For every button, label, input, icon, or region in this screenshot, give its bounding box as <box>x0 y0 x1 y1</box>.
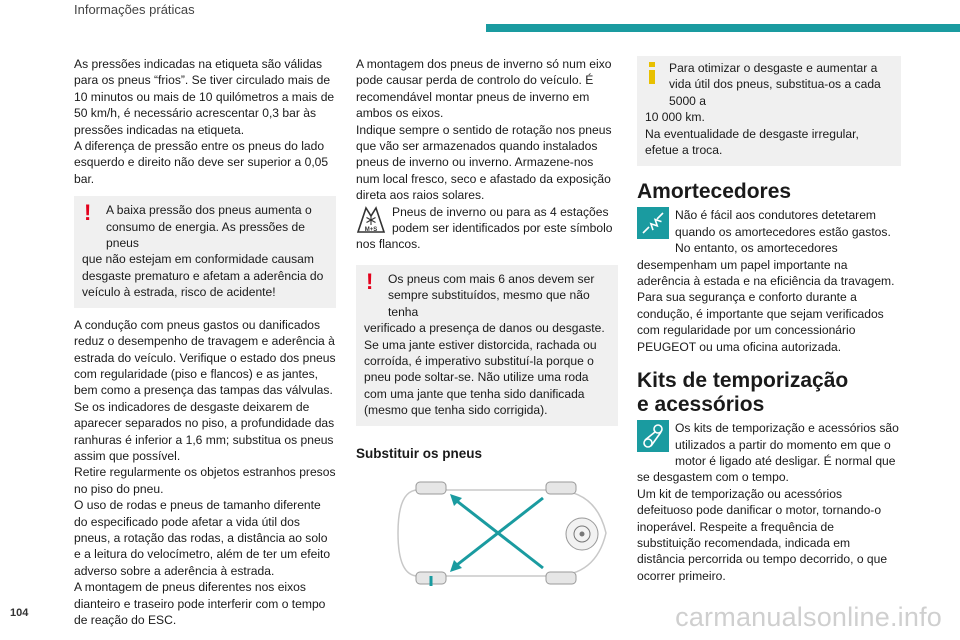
section-heading: Substituir os pneus <box>356 445 483 461</box>
shock-absorber-note <box>637 207 901 289</box>
timing-kit-note <box>637 420 901 486</box>
paragraph: Indique sempre o sentido de rotação nos pneus que vão ser armazenados quando instalados pneus de inverno ou inverno. Armazene-nos num local fresco, seco e afastado da exposição direta aos raios solares. <box>356 122 612 203</box>
warning-box <box>356 265 618 426</box>
info-text: Para otimizar o desgaste e aumentar a vida útil dos pneus, substitua-os a cada 5000 a <box>669 61 881 108</box>
shock-absorber-text: Não é fácil aos condutores detetarem quando os amortecedores estão gastos. No entanto, os amortecedores desempenham um papel importante na aderência à estada e na eficiência da travagem. <box>637 208 895 289</box>
paragraph: Retire regularmente os objetos estranhos presos no piso do pneu. <box>74 465 336 496</box>
info-box <box>637 56 901 166</box>
snowflake-icon <box>356 204 386 234</box>
warning-text: Se uma jante estiver distorcida, rachada ou corroída, é imperativo substituí-la porque o pneu pode soltar-se. Não utilize uma roda com uma jante que tenha sido danificada (mesmo que tenha sido corrigida). <box>364 337 597 418</box>
warning-text: A baixa pressão dos pneus aumenta o consumo de energia. As pressões de pneus <box>106 203 312 251</box>
paragraph: Para sua segurança e conforto durante a condução, é importante que sejam verificados com regularidade por um concessionário PEUGEOT ou uma oficina autorizada. <box>637 290 884 354</box>
paragraph: A diferença de pressão entre os pneus do lado esquerdo e direito não deve ser superior a 0,05 bar. <box>74 139 329 186</box>
paragraph: O uso de rodas e pneus de tamanho diferente do especificado pode afetar a vida útil dos pneus, a rotação das rodas, a distância ao solo e a leitura do velocímetro, além de ter um efeito adverso sobre a aderência à estrada. <box>74 498 331 578</box>
warning-text: Os pneus com mais 6 anos devem ser sempre substituídos, mesmo que não tenha <box>388 271 595 319</box>
column-3 <box>637 56 901 584</box>
paragraph: Se os indicadores de desgaste deixarem de aparecer separados no piso, a profundidade das ranhuras é inferior a 1,6 mm; substitua os pneus assim que possível. <box>74 399 335 463</box>
section-heading: Amortecedores <box>637 180 792 204</box>
shock-absorber-icon <box>637 207 669 239</box>
info-icon <box>649 62 655 84</box>
paragraph: A montagem dos pneus de inverno só num eixo pode causar perda de controlo do veículo. É recomendável montar pneus de inverno em ambos os eixos. <box>356 57 612 121</box>
header-accent-bar <box>486 24 960 32</box>
warning-icon: ! <box>366 268 374 294</box>
winter-tyre-note <box>356 204 618 253</box>
tyre-rear-left <box>546 482 576 494</box>
warning-text: que não estejam em conformidade causam desgaste prematuro e afetam a aderência do veículo à estrada, risco de acidente! <box>82 252 324 300</box>
column-1 <box>74 56 336 628</box>
tyre-rotation-diagram <box>378 480 618 586</box>
tyre-rear-right <box>546 572 576 584</box>
watermark: carmanualsonline.info <box>675 602 942 632</box>
warning-text: verificado a presença de danos ou desgaste. <box>364 321 605 336</box>
warning-box <box>74 196 336 307</box>
paragraph: Um kit de temporização ou acessórios defeituoso pode danificar o motor, tornando-o inoperável. Respeite a frequência de substituição recomendada, indicada em distância percorrida ou tempo decorrido, o que ocorrer primeiro. <box>637 486 888 583</box>
section-heading: Kits de temporização e acessórios <box>637 369 849 417</box>
timing-kit-text: Os kits de temporização e acessórios são utilizados a partir do momento em que o motor é ligado até desligar. É normal que se desgastem com o tempo. <box>637 421 899 485</box>
warning-icon: ! <box>84 200 92 226</box>
tyre-front-left <box>416 482 446 494</box>
section-title: Informações práticas <box>74 2 195 17</box>
ms-symbol-label: M+S <box>364 226 378 233</box>
page-number: 104 <box>10 607 29 619</box>
column-2 <box>356 56 618 586</box>
info-text: 10 000 km. <box>645 110 705 125</box>
timing-belt-icon <box>637 420 669 452</box>
paragraph: As pressões indicadas na etiqueta são válidas para os pneus “frios”. Se tiver circulado mais de 10 minutos ou mais de 10 quilómetros a mais de 50 km/h, é necessário acrescentar 0,3 bar às pressões indicadas na etiqueta. <box>74 57 335 137</box>
info-text: Na eventualidade de desgaste irregular, efetue a troca. <box>645 126 859 158</box>
winter-tyre-text: Pneus de inverno ou para as 4 estações podem ser identificados por este símbolo nos flancos. <box>356 204 613 252</box>
paragraph: A montagem de pneus diferentes nos eixos dianteiro e traseiro pode interferir com o tempo de reação do ESC. <box>74 580 326 627</box>
paragraph: A condução com pneus gastos ou danificados reduz o desempenho de travagem e aderência à estrada do veículo. Verifique o estado dos pneus com regularidade (piso e flancos) e as jantes, bem como a presença das tampas das válvulas. <box>74 317 336 398</box>
